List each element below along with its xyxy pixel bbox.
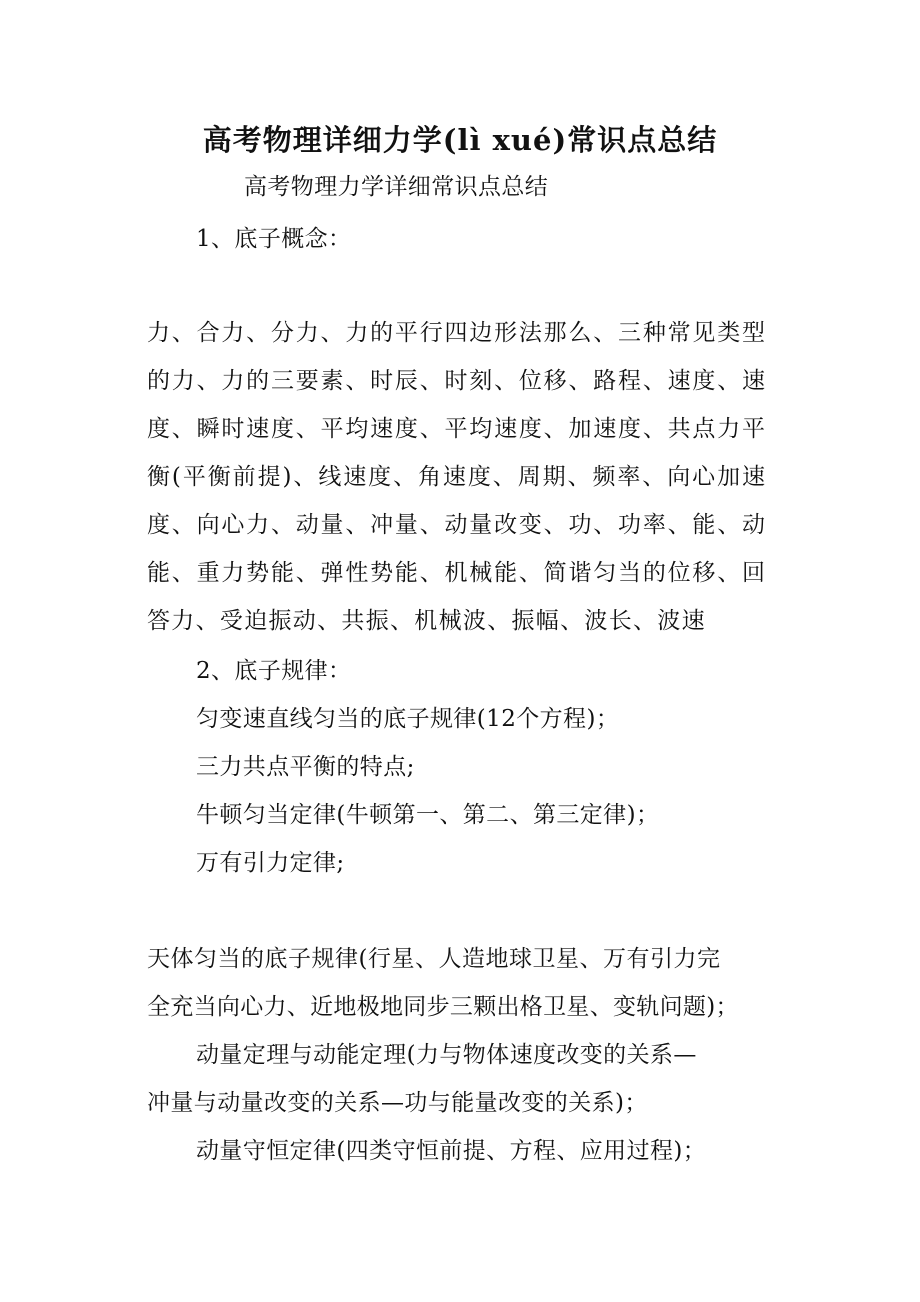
- paragraph-line: 度、向心力、动量、冲量、动量改变、功、功率、能、动: [147, 512, 765, 538]
- document-subtitle: 高考物理力学详细常识点总结: [244, 174, 549, 200]
- paragraph-line: 答力、受迫振动、共振、机械波、振幅、波长、波速: [147, 608, 706, 634]
- list-item: 牛顿匀当定律(牛顿第一、第二、第三定律)；: [196, 802, 660, 828]
- paragraph-line: 能、重力势能、弹性势能、机械能、简谐匀当的位移、回: [147, 560, 765, 586]
- paragraph-line: 力、合力、分力、力的平行四边形法那么、三种常见类型: [147, 320, 765, 346]
- paragraph-line: 天体匀当的底子规律(行星、人造地球卫星、万有引力完: [147, 946, 721, 972]
- paragraph-line: 冲量与动量改变的关系—功与能量改变的关系)；: [147, 1090, 648, 1116]
- paragraph-line: 度、瞬时速度、平均速度、平均速度、加速度、共点力平: [147, 416, 765, 442]
- section-1-heading: 1、底子概念：: [196, 226, 352, 252]
- paragraph-line: 衡(平衡前提)、线速度、角速度、周期、频率、向心加速: [147, 464, 765, 490]
- list-item: 万有引力定律;: [196, 850, 345, 876]
- paragraph-line: 动量守恒定律(四类守恒前提、方程、应用过程)；: [196, 1138, 707, 1164]
- document-title: 高考物理详细力学(lì xué)常识点总结: [202, 123, 718, 157]
- paragraph-line: 的力、力的三要素、时辰、时刻、位移、路程、速度、速: [147, 368, 765, 394]
- paragraph-line: 动量定理与动能定理(力与物体速度改变的关系—: [196, 1042, 697, 1068]
- section-2-heading: 2、底子规律：: [196, 658, 352, 684]
- list-item: 匀变速直线匀当的底子规律(12个方程)；: [196, 706, 620, 732]
- paragraph-line: 全充当向心力、近地极地同步三颗出格卫星、变轨问题)；: [147, 994, 739, 1020]
- list-item: 三力共点平衡的特点;: [196, 754, 415, 780]
